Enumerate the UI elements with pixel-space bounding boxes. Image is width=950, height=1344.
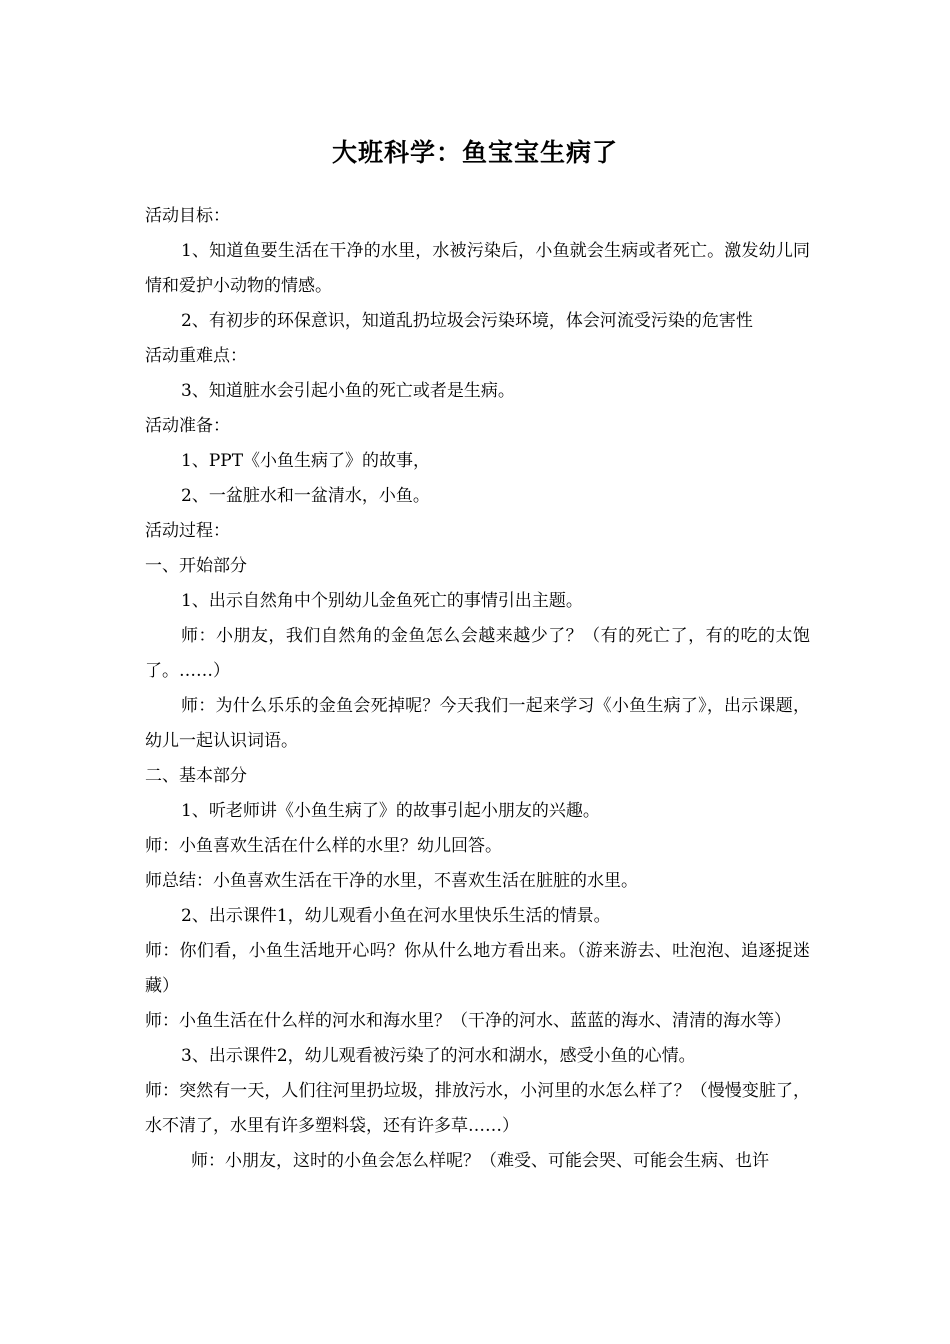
paragraph: 1、出示自然角中个别幼儿金鱼死亡的事情引出主题。 <box>181 591 583 611</box>
paragraph: 活动目标： <box>145 206 230 226</box>
paragraph: 1、听老师讲《小鱼生病了》的故事引起小朋友的兴趣。 <box>181 801 600 821</box>
paragraph: 师总结：小鱼喜欢生活在干净的水里，不喜欢生活在脏脏的水里。 <box>145 871 638 891</box>
paragraph: 一、开始部分 <box>145 556 247 576</box>
document-body <box>145 199 810 1179</box>
paragraph: 2、一盆脏水和一盆清水，小鱼。 <box>181 486 430 506</box>
paragraph: 3、出示课件2，幼儿观看被污染了的河水和湖水，感受小鱼的心情。 <box>181 1046 696 1066</box>
paragraph: 2、出示课件1，幼儿观看小鱼在河水里快乐生活的情景。 <box>181 906 611 926</box>
paragraph: 师：小鱼喜欢生活在什么样的水里？幼儿回答。 <box>145 836 502 856</box>
paragraph: 师：突然有一天，人们往河里扔垃圾，排放污水，小河里的水怎么样了？（慢慢变脏了，水不清了，水里有许多塑料袋，还有许多草……） <box>145 1081 810 1136</box>
paragraph: 活动过程： <box>145 521 230 541</box>
paragraph: 师：小鱼生活在什么样的河水和海水里？（干净的河水、蓝蓝的海水、清清的海水等） <box>145 1011 791 1031</box>
document-title: 大班科学：鱼宝宝生病了 <box>331 138 618 167</box>
paragraph: 活动准备： <box>145 416 230 436</box>
paragraph: 师：你们看，小鱼生活地开心吗？你从什么地方看出来。（游来游去、吐泡泡、追逐捉迷藏） <box>145 941 810 996</box>
paragraph: 3、知道脏水会引起小鱼的死亡或者是生病。 <box>181 381 515 401</box>
paragraph: 师：为什么乐乐的金鱼会死掉呢？今天我们一起来学习《小鱼生病了》，出示课题，幼儿一起认识词语。 <box>145 696 810 751</box>
paragraph: 1、PPT《小鱼生病了》的故事， <box>181 451 431 471</box>
paragraph: 师：小朋友，这时的小鱼会怎么样呢？（难受、可能会哭、可能会生病、也许 <box>191 1151 769 1171</box>
paragraph: 2、有初步的环保意识，知道乱扔垃圾会污染环境，体会河流受污染的危害性 <box>181 311 753 331</box>
paragraph: 师：小朋友，我们自然角的金鱼怎么会越来越少了？（有的死亡了，有的吃的太饱了。……） <box>145 626 810 681</box>
paragraph: 1、知道鱼要生活在干净的水里，水被污染后，小鱼就会生病或者死亡。激发幼儿同情和爱护小动物的情感。 <box>145 241 810 296</box>
paragraph: 活动重难点： <box>145 346 247 366</box>
paragraph: 二、基本部分 <box>145 766 247 786</box>
